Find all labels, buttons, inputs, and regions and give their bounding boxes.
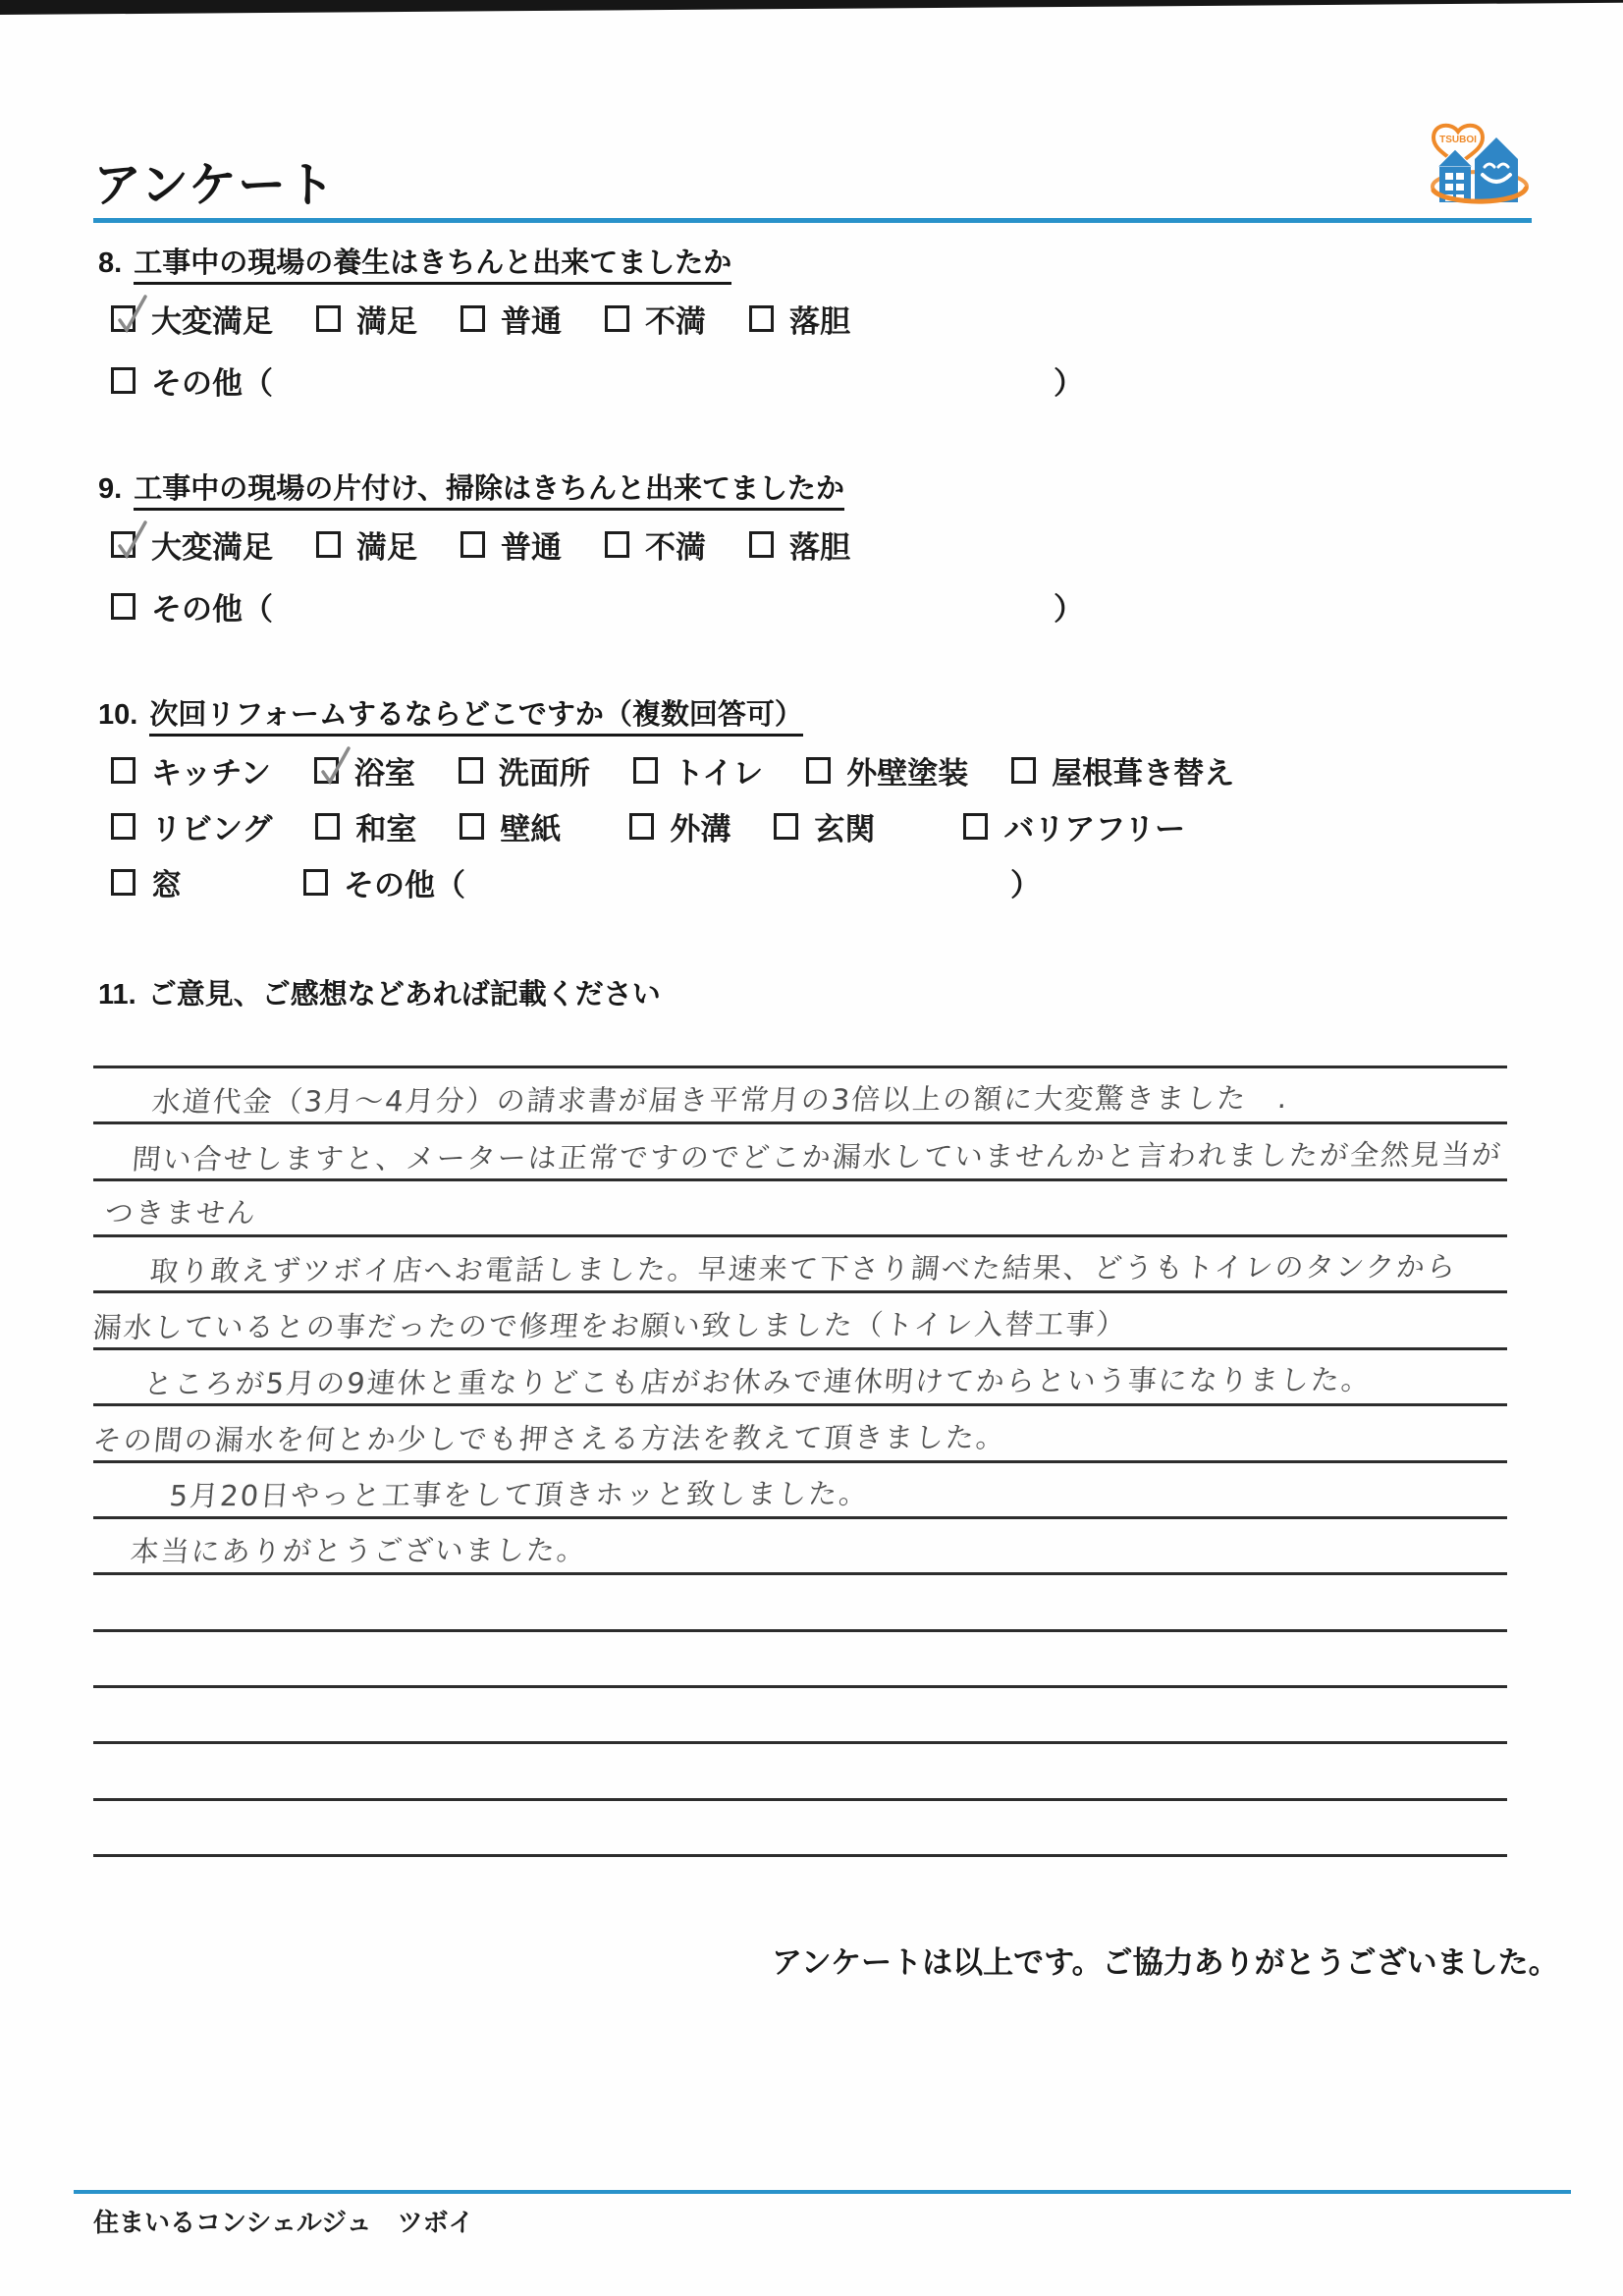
- survey-option: [316, 522, 417, 567]
- title-underline: [93, 218, 1532, 223]
- option-checkbox[interactable]: [111, 757, 135, 784]
- ruled-line: [93, 1572, 1507, 1575]
- option-label: 不満: [645, 530, 706, 565]
- handwriting-line: 取り敢えずツボイ店へお電話しました。早速来て下さり調べた結果、どうもトイレのタンクから: [148, 1249, 1459, 1288]
- question-number: 10.: [98, 699, 138, 731]
- option-checkbox[interactable]: [315, 813, 340, 840]
- option-label: トイレ: [673, 756, 764, 791]
- survey-option: [111, 748, 271, 793]
- option-label: 玄関: [814, 812, 876, 847]
- option-row: [111, 588, 1084, 625]
- option-checkbox[interactable]: [314, 757, 339, 784]
- ruled-line: [93, 1121, 1507, 1124]
- ruled-line: [93, 1290, 1507, 1293]
- option-row: [111, 864, 1234, 901]
- option-checkbox[interactable]: [111, 367, 135, 394]
- survey-option: [460, 804, 561, 848]
- option-label: 落胆: [789, 304, 850, 339]
- ruled-line: [93, 1460, 1507, 1463]
- option-label: 窓: [151, 868, 182, 902]
- question-block-11: [98, 972, 661, 1012]
- survey-option: [605, 297, 706, 341]
- option-label: 大変満足: [151, 530, 273, 565]
- option-checkbox[interactable]: [111, 869, 135, 896]
- survey-option: [629, 804, 730, 848]
- option-checkbox[interactable]: [1011, 757, 1036, 784]
- option-label: 不満: [645, 304, 706, 339]
- option-label: その他（: [344, 868, 465, 902]
- survey-option: [111, 522, 273, 567]
- option-label: その他（: [151, 592, 273, 627]
- option-checkbox[interactable]: [303, 869, 328, 896]
- option-label: その他（: [151, 366, 273, 401]
- survey-option: [633, 748, 763, 793]
- option-label: 和室: [355, 812, 417, 847]
- option-checkbox[interactable]: [111, 531, 135, 558]
- option-row: [111, 301, 1084, 337]
- option-checkbox[interactable]: [316, 531, 341, 558]
- option-label: バリアフリー: [1003, 812, 1186, 847]
- handwriting-line: 漏水しているとの事だったので修理をお願い致しました（トイレ入替工事）: [91, 1307, 1129, 1344]
- survey-option: [1011, 748, 1234, 793]
- handwriting-line: ところが5月の9連休と重なりどこも店がお休みで連休明けてからという事になりました。: [142, 1362, 1374, 1401]
- option-checkbox[interactable]: [460, 531, 485, 558]
- option-label: 壁紙: [500, 812, 562, 847]
- handwriting-line: 問い合せしますと、メーターは正常ですのでどこか漏水していませんかと言われましたが全然見当が: [131, 1137, 1504, 1176]
- survey-option: [314, 748, 415, 793]
- handwritten-check-icon: [315, 740, 354, 790]
- survey-option: [111, 358, 1084, 403]
- other-write-in-space: [273, 380, 1054, 381]
- question-title: 工事中の現場の養生はきちんと出来てましたか: [134, 247, 731, 285]
- footer-rule: [74, 2190, 1571, 2194]
- handwriting-line: 水道代金（3月～4月分）の請求書が届き平常月の3倍以上の額に大変驚きました .: [150, 1080, 1291, 1120]
- other-paren-close: ）: [1054, 592, 1084, 627]
- survey-option: [963, 804, 1185, 848]
- other-paren-close: ）: [1054, 366, 1084, 401]
- question-number: 8.: [98, 247, 123, 279]
- question-title: 工事中の現場の片付け、掃除はきちんと出来てましたか: [134, 473, 844, 511]
- option-checkbox[interactable]: [633, 757, 658, 784]
- footer-brand: 住まいるコンシェルジュ ツボイ: [93, 2208, 474, 2237]
- ruled-line: [93, 1347, 1507, 1350]
- option-checkbox[interactable]: [111, 813, 135, 840]
- option-checkbox[interactable]: [774, 813, 798, 840]
- page-title: アンケート: [93, 159, 337, 212]
- other-write-in-space: [273, 606, 1054, 607]
- survey-option: [749, 297, 850, 341]
- question-block-9: [98, 466, 1084, 650]
- question-number: 11.: [98, 979, 136, 1011]
- logo-brand-text: TSUBOI: [1439, 135, 1477, 145]
- option-label: リビング: [151, 812, 273, 847]
- question-heading: [98, 972, 661, 1012]
- other-write-in-space: [465, 882, 1010, 883]
- other-paren-close: ）: [1010, 868, 1041, 902]
- option-label: 満足: [356, 304, 417, 339]
- question-block-8: [98, 241, 1084, 424]
- survey-option: [111, 860, 182, 904]
- option-row: [111, 752, 1234, 789]
- question-title: 次回リフォームするならどこですか（複数回答可）: [149, 699, 803, 737]
- option-checkbox[interactable]: [459, 757, 483, 784]
- ruled-line: [93, 1066, 1507, 1068]
- option-row: [111, 526, 1084, 563]
- option-checkbox[interactable]: [806, 757, 831, 784]
- option-label: 普通: [501, 530, 562, 565]
- survey-option: [806, 748, 968, 793]
- ruled-line: [93, 1798, 1507, 1801]
- option-checkbox[interactable]: [749, 531, 774, 558]
- survey-option: [111, 297, 273, 341]
- survey-option: [111, 584, 1084, 629]
- tsuboi-logo: [1426, 116, 1534, 214]
- option-checkbox[interactable]: [629, 813, 654, 840]
- handwriting-line: つきません: [103, 1195, 259, 1230]
- survey-option: [460, 297, 562, 341]
- handwriting-line: 5月20日やっと工事をして頂きホッと致しました。: [168, 1476, 871, 1513]
- option-checkbox[interactable]: [963, 813, 988, 840]
- option-label: 外壁塗装: [846, 756, 969, 791]
- ruled-line: [93, 1685, 1507, 1688]
- option-label: 屋根葺き替え: [1052, 756, 1235, 791]
- ruled-line: [93, 1516, 1507, 1519]
- survey-option: [316, 297, 417, 341]
- option-checkbox[interactable]: [460, 305, 485, 332]
- survey-option: [303, 860, 1041, 904]
- ruled-line: [93, 1629, 1507, 1632]
- handwriting-line: 本当にありがとうございました。: [129, 1533, 589, 1568]
- option-label: 浴室: [353, 756, 415, 791]
- option-checkbox[interactable]: [749, 305, 774, 332]
- survey-option: [460, 522, 562, 567]
- survey-option: [315, 804, 416, 848]
- survey-option: [605, 522, 706, 567]
- option-checkbox[interactable]: [111, 593, 135, 620]
- option-checkbox[interactable]: [460, 813, 484, 840]
- option-label: 外溝: [670, 812, 731, 847]
- ruled-line: [93, 1403, 1507, 1406]
- option-label: 落胆: [789, 530, 850, 565]
- ruled-line: [93, 1854, 1507, 1857]
- survey-option: [749, 522, 850, 567]
- option-checkbox[interactable]: [605, 305, 629, 332]
- scan-edge-artifact: [0, 0, 1623, 15]
- survey-option: [111, 804, 272, 848]
- option-label: 満足: [356, 530, 417, 565]
- question-heading: [98, 241, 1084, 281]
- option-checkbox[interactable]: [111, 305, 135, 332]
- question-heading: [98, 692, 1234, 733]
- handwriting-line: その間の漏水を何とか少しでも押さえる方法を教えて頂きました。: [91, 1420, 1008, 1457]
- handwritten-check-icon: [112, 515, 151, 564]
- option-label: 洗面所: [498, 756, 590, 791]
- survey-option: [459, 748, 590, 793]
- option-label: 大変満足: [151, 304, 273, 339]
- ruled-line: [93, 1741, 1507, 1744]
- question-number: 9.: [98, 473, 123, 505]
- option-row: [111, 362, 1084, 399]
- question-heading: [98, 466, 1084, 507]
- ruled-line: [93, 1234, 1507, 1237]
- option-checkbox[interactable]: [316, 305, 341, 332]
- question-title: ご意見、ご感想などあれば記載ください: [147, 979, 661, 1011]
- closing-note: アンケートは以上です。ご協力ありがとうございました。: [772, 1945, 1559, 1980]
- handwritten-check-icon: [112, 289, 151, 338]
- comment-section: [93, 1066, 1507, 1866]
- option-row: [111, 808, 1234, 845]
- option-label: 普通: [501, 304, 562, 339]
- question-block-10: [98, 692, 1234, 920]
- survey-option: [774, 804, 875, 848]
- option-label: キッチン: [151, 756, 271, 791]
- ruled-line: [93, 1178, 1507, 1181]
- option-checkbox[interactable]: [605, 531, 629, 558]
